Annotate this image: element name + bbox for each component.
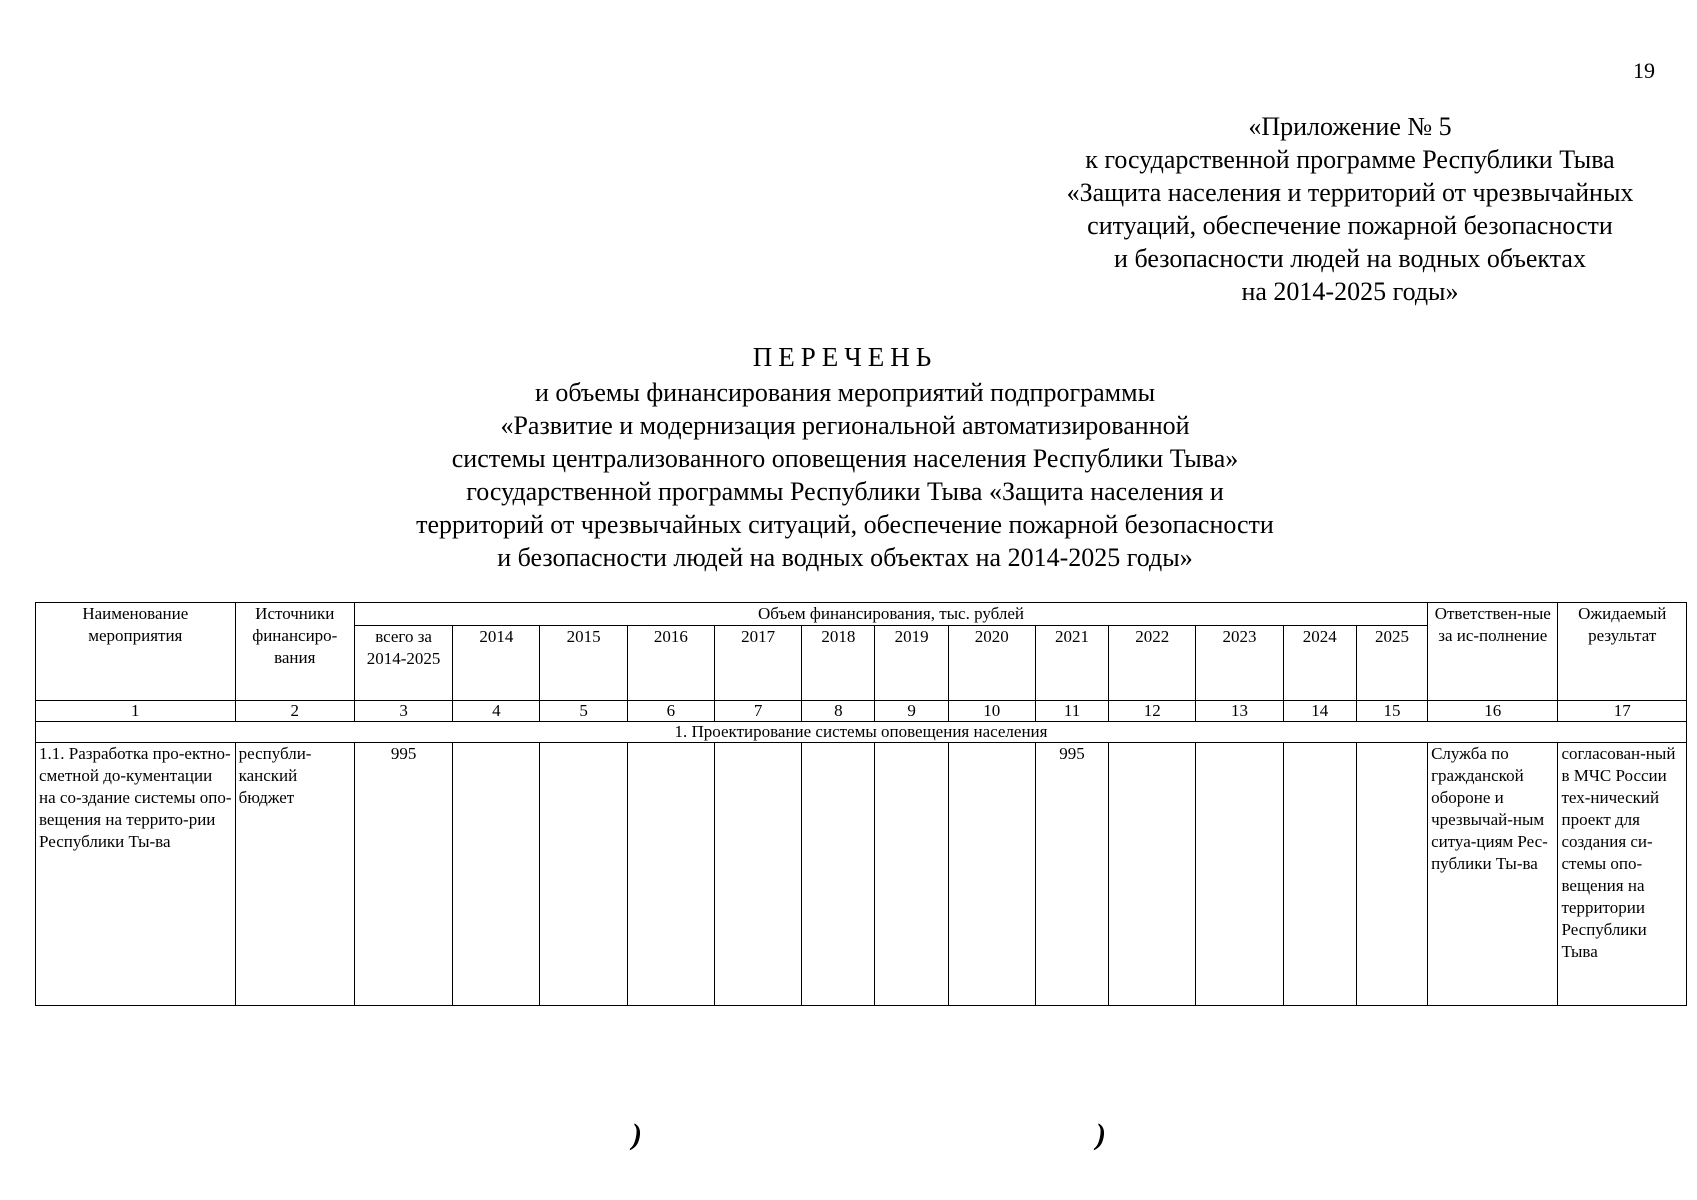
appendix-line: «Защита населения и территорий от чрезвычайных [1066, 178, 1634, 207]
subtitle-line: государственной программы Республики Тыва «Защита населения и [466, 477, 1224, 506]
column-number: 5 [540, 701, 627, 722]
header-source: Источники финансиро-вания [235, 603, 354, 701]
section-title: 1. Проектирование системы оповещения населения [36, 722, 1687, 743]
appendix-line: ситуаций, обеспечение пожарной безопасности [1087, 211, 1613, 240]
header-responsible: Ответствен-ные за ис-полнение [1428, 603, 1558, 701]
cell-year [1283, 743, 1356, 1006]
cell-result: согласован-ный в МЧС России тех-нический проект для создания си-стемы опо-вещения на территории Республики Тыва [1558, 743, 1687, 1006]
table-header-row [36, 603, 1687, 626]
margin-mark: ) [632, 1118, 642, 1151]
header-year: 2020 [948, 626, 1035, 701]
cell-year [802, 743, 875, 1006]
column-number: 9 [875, 701, 948, 722]
header-year: 2021 [1035, 626, 1108, 701]
header-year: 2024 [1283, 626, 1356, 701]
cell-year [714, 743, 801, 1006]
title-word: ПЕРЕЧЕНЬ [752, 342, 938, 372]
cell-responsible: Служба по гражданской обороне и чрезвычай-ным ситуа-циям Рес-публики Ты-ва [1428, 743, 1558, 1006]
column-number: 17 [1558, 701, 1687, 722]
cell-year [453, 743, 540, 1006]
cell-year [1109, 743, 1196, 1006]
cell-total: 995 [354, 743, 452, 1006]
appendix-header [1030, 110, 1670, 308]
cell-source: республи-канский бюджет [235, 743, 354, 1006]
subtitle-line: и объемы финансирования мероприятий подпрограммы [534, 378, 1156, 407]
title-subtitle [340, 376, 1350, 574]
header-volume: Объем финансирования, тыс. рублей [354, 603, 1427, 626]
subtitle-line: системы централизованного оповещения населения Республики Тыва» [451, 444, 1239, 473]
column-number: 3 [354, 701, 452, 722]
column-number: 4 [453, 701, 540, 722]
header-year: 2019 [875, 626, 948, 701]
column-number-row [36, 701, 1687, 722]
page-number: 19 [1633, 58, 1655, 83]
document-title [340, 338, 1350, 574]
column-number: 11 [1035, 701, 1108, 722]
cell-year: 995 [1035, 743, 1108, 1006]
column-number: 10 [948, 701, 1035, 722]
cell-year [627, 743, 714, 1006]
header-year: 2017 [714, 626, 801, 701]
financing-table [35, 602, 1687, 1006]
column-number: 8 [802, 701, 875, 722]
appendix-line: на 2014-2025 годы» [1241, 277, 1459, 306]
margin-mark: ) [1096, 1118, 1106, 1151]
column-number: 15 [1356, 701, 1427, 722]
table-row [36, 743, 1687, 1006]
cell-year [1356, 743, 1427, 1006]
header-year: 2016 [627, 626, 714, 701]
header-total: всего за 2014-2025 [354, 626, 452, 701]
column-number: 13 [1196, 701, 1283, 722]
header-year: 2014 [453, 626, 540, 701]
column-number: 1 [36, 701, 236, 722]
subtitle-line: и безопасности людей на водных объектах на 2014-2025 годы» [497, 543, 1193, 572]
appendix-line: к государственной программе Республики Тыва [1085, 145, 1615, 174]
header-name: Наименование мероприятия [36, 603, 236, 701]
header-year: 2015 [540, 626, 627, 701]
column-number: 7 [714, 701, 801, 722]
cell-year [540, 743, 627, 1006]
appendix-line: и безопасности людей на водных объектах [1114, 244, 1586, 273]
column-number: 12 [1109, 701, 1196, 722]
column-number: 2 [235, 701, 354, 722]
subtitle-line: «Развитие и модернизация региональной автоматизированной [500, 411, 1190, 440]
header-result: Ожидаемый результат [1558, 603, 1687, 701]
header-year: 2022 [1109, 626, 1196, 701]
subtitle-line: территорий от чрезвычайных ситуаций, обеспечение пожарной безопасности [416, 510, 1274, 539]
cell-year [875, 743, 948, 1006]
cell-year [1196, 743, 1283, 1006]
cell-year [948, 743, 1035, 1006]
column-number: 16 [1428, 701, 1558, 722]
column-number: 14 [1283, 701, 1356, 722]
column-number: 6 [627, 701, 714, 722]
header-year: 2023 [1196, 626, 1283, 701]
header-year: 2018 [802, 626, 875, 701]
section-row [36, 722, 1687, 743]
appendix-line: «Приложение № 5 [1248, 112, 1452, 141]
cell-name: 1.1. Разработка про-ектно-сметной до-кументации на со-здание системы опо-вещения на террито-рии Республики Ты-ва [36, 743, 236, 1006]
header-year: 2025 [1356, 626, 1427, 701]
